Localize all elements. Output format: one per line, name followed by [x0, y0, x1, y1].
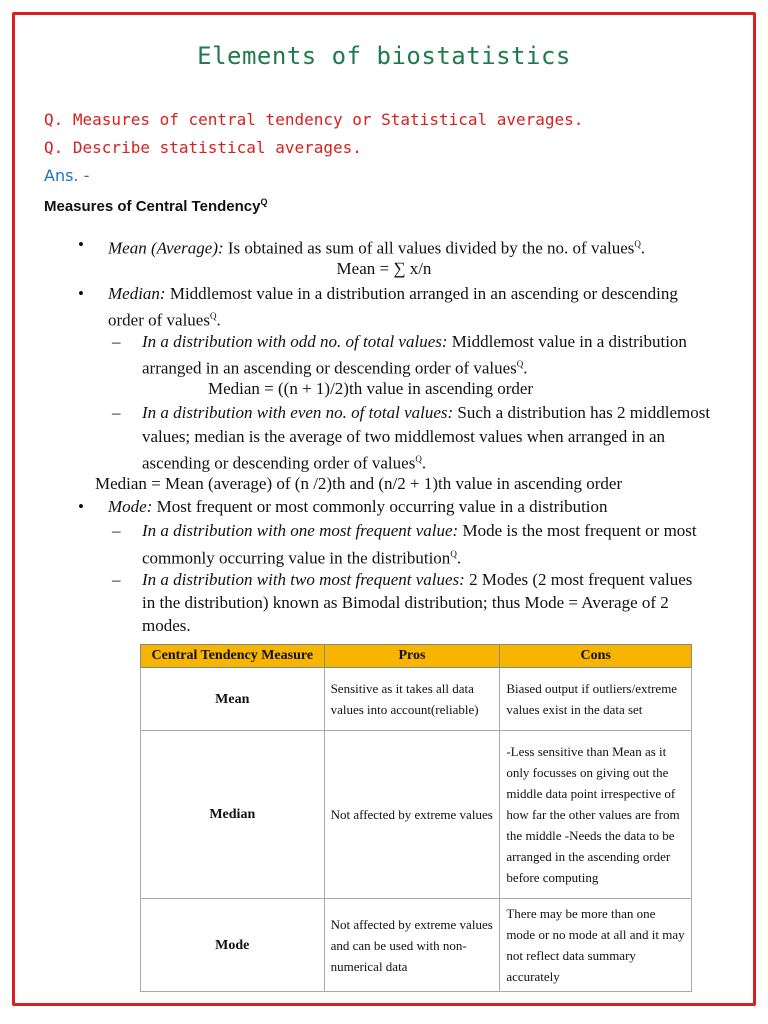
table-header-row [141, 645, 692, 668]
measure-cell: Mode [141, 899, 325, 992]
median-line-1: Median: Middlemost value in a distribution arranged in an ascending or descending [108, 284, 678, 303]
header-measure: Central Tendency Measure [141, 645, 325, 668]
mode-two-line-1: In a distribution with two most frequent values: 2 Modes (2 most frequent values [142, 570, 693, 589]
cons-cell: Biased output if outliers/extreme values exist in the data set [500, 668, 692, 731]
section-heading: Measures of Central Tendency$^Q$ [44, 197, 268, 215]
mean-formula: Mean = ∑ x/n [336, 259, 432, 278]
bullet-median: • [78, 284, 84, 303]
header-pros: Pros [324, 645, 500, 668]
table-row [141, 668, 692, 731]
median-even-line-2: values; median is the average of two middlemost values when arranged in an [142, 427, 666, 446]
mode-two-line-2: in the distribution) known as Bimodal distribution; thus Mode = Average of 2 [142, 593, 669, 612]
table-row [141, 899, 692, 992]
mode-one-line-1: In a distribution with one most frequent value: Mode is the most frequent or most [142, 521, 697, 540]
pros-cell: Not affected by extreme values and can be used with non-numerical data [324, 899, 500, 992]
cons-cell: -Less sensitive than Mean as it only focusses on giving out the middle data point irrespective of how far the other values are from the middle -Needs the data to be arranged in the ascending order before computing [500, 731, 692, 899]
mean-line: Mean (Average): Is obtained as sum of all values divided by the no. of values$^Q$. [108, 238, 646, 258]
median-even-line-1: In a distribution with even no. of total values: Such a distribution has 2 middlemost [142, 403, 711, 422]
question-1: Q. Measures of central tendency or Statistical averages. [44, 110, 584, 129]
page-title: Elements of biostatistics [197, 42, 571, 70]
pros-cell: Not affected by extreme values [324, 731, 500, 899]
question-2: Q. Describe statistical averages. [44, 138, 362, 157]
median-odd-line-2: arranged in an ascending or descending order of values$^Q$. [142, 358, 528, 378]
pros-cons-table [140, 644, 692, 992]
mode-two-line-3: modes. [142, 616, 191, 635]
cons-cell: There may be more than one mode or no mode at all and it may not reflect data summary accurately [500, 899, 692, 992]
measure-cell: Median [141, 731, 325, 899]
mode-line: Mode: Most frequent or most commonly occurring value in a distribution [108, 497, 608, 516]
median-line-2: order of values$^Q$. [108, 310, 221, 330]
median-odd-formula: Median = ((n + 1)/2)th value in ascending order [208, 379, 534, 398]
median-even-formula: Median = Mean (average) of (n /2)th and (n/2 + 1)th value in ascending order [95, 474, 623, 493]
median-odd-line-1: In a distribution with odd no. of total values: Middlemost value in a distribution [142, 332, 687, 351]
pros-cell: Sensitive as it takes all data values into account(reliable) [324, 668, 500, 731]
bullet-mode: • [78, 497, 84, 516]
table-row [141, 731, 692, 899]
bullet-mean: • [78, 235, 84, 254]
header-cons: Cons [500, 645, 692, 668]
answer-label: Ans. - [44, 166, 90, 185]
median-even-line-3: ascending or descending order of values$^Q$. [142, 453, 427, 473]
mode-one-line-2: commonly occurring value in the distribution$^Q$. [142, 548, 462, 568]
measure-cell: Mean [141, 668, 325, 731]
